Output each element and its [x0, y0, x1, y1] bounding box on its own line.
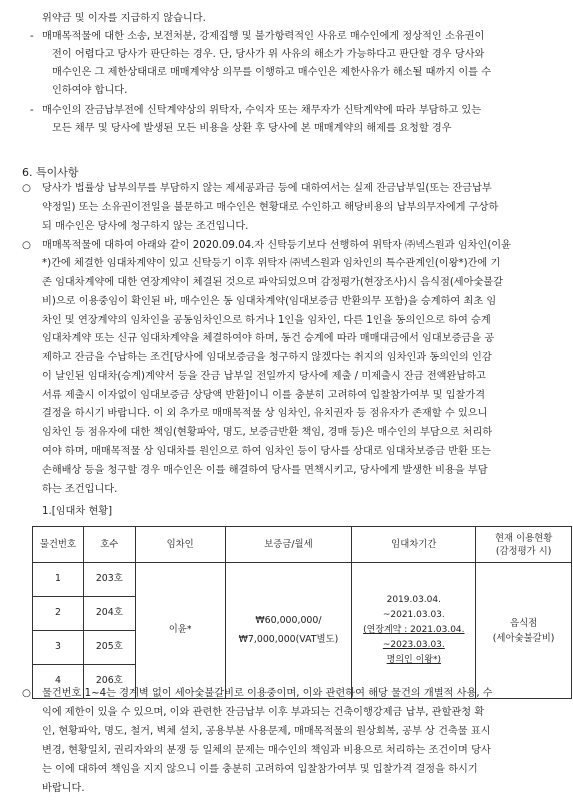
- bullet-line: 제하고 잔금을 수납하는 조건[당사에 임대보증금을 청구하지 않겠다는 취지의 임차인과 동의인의 인감: [42, 352, 492, 363]
- dash-bullet: -: [30, 105, 34, 116]
- intro-line: 모든 채무 및 당사에 발생된 모든 비용을 상환 후 당사에 본 매매계약의 해제를 요청할 경우: [52, 123, 452, 134]
- col-header-usage-line2: (감정평가 시): [495, 545, 552, 557]
- cell-current-usage: [476, 563, 572, 699]
- cell-item-no: 2: [33, 597, 84, 631]
- intro-line: 위약금 및 이자를 지급하지 않습니다.: [42, 13, 206, 24]
- lease-table: [32, 526, 572, 699]
- bullet-line: 임차인 등 점유자에 대한 책임(현황파악, 명도, 보증금반환 책임, 경매 등)은 매수인의 부담으로 처리하: [42, 427, 493, 438]
- bullet-line: 당사가 법률상 납부의무를 부담하지 않는 제세공과금 등에 대하여서는 실제 잔금납부일(또는 잔금납부: [42, 183, 492, 194]
- period-nominee: 명의인 이왕*): [386, 655, 441, 665]
- col-header-current-usage: [476, 527, 572, 563]
- bullet-line: 매매목적물에 대하여 아래와 같이 2020.09.04.자 신탁등기보다 선행하여 위탁자 ㈜넥스원과 임차인(이윤: [42, 240, 511, 251]
- bullet-line: *)간에 체결한 임대차계약이 있고 신탁등기 이후 위탁자 ㈜넥스원과 임차인의 특수관계인(이왕*)간에 기: [42, 258, 501, 269]
- bullet-line: 되 매수인은 당사에 청구하지 않는 조건입니다.: [42, 221, 249, 232]
- intro-line: 인하여야 합니다.: [52, 85, 128, 96]
- period-extension: (연장계약 : 2021.03.04.: [363, 625, 465, 635]
- bullet-line: 이 날인된 임대차(승계)계약서 등을 잔금 납부일 전일까지 당사에 제출 / 미제출시 잔금 전액완납하고: [42, 371, 486, 382]
- cell-tenant: 이윤*: [135, 563, 225, 699]
- usage-type: 음식점: [510, 617, 538, 629]
- bullet-line: 존 임대차계약에 대한 연장계약이 체결된 것으로 파악되었으며 감정평가(현장조사)시 음식점(세아숯불갈: [42, 277, 503, 288]
- cell-item-no: 4: [33, 665, 84, 699]
- cell-item-no: 3: [33, 631, 84, 665]
- bullet-line: 익에 제한이 있을 수 있으며, 이와 관련한 잔금납부 이후 부과되는 건축이행강제금 납부, 관할관청 확: [42, 707, 485, 718]
- circle-bullet-icon: ○: [22, 688, 31, 699]
- col-header-deposit-rent: 보증금/월세: [225, 527, 352, 563]
- col-header-usage-line1: 현재 이용현황: [494, 532, 553, 544]
- bullet-line: 비)으로 이용중임이 확인된 바, 매수인은 동 임대차계약(임대보증금 반환의무 포함)을 승계하여 최초 임: [42, 296, 497, 307]
- bullet-line: 물건번호 1~4는 경계벽 없이 세아숯불갈비로 이용중이며, 이와 관련하여 해당 물건의 개별적 사용, 수: [42, 688, 493, 699]
- table-header-row: [33, 527, 572, 563]
- col-header-item-no: 물건번호: [33, 527, 84, 563]
- cell-unit: 204호: [83, 597, 135, 631]
- deposit-value: ₩60,000,000/: [255, 615, 322, 627]
- bullet-line: 임대차계약 또는 신규 임대차계약을 체결하여야 하며, 동건 승계에 따라 매매대금에서 임대보증금을 공: [42, 333, 495, 344]
- period-start: 2019.03.04.: [386, 595, 441, 605]
- col-header-lease-period: 임대차기간: [352, 527, 476, 563]
- bullet-line: 차인 및 연장계약의 임차인을 공동임차인으로 하거나 1인을 임차인, 다른 1인을 동의인으로 하여 승계: [42, 315, 491, 326]
- cell-deposit-rent: [225, 563, 352, 699]
- bullet-line: 결정을 하시기 바랍니다. 이 외 추가로 매매목적물 상 임차인, 유치권자 등 점유자가 존재할 수 있으니: [42, 408, 488, 419]
- cell-unit: 203호: [83, 563, 135, 597]
- cell-item-no: 1: [33, 563, 84, 597]
- bullet-line: 손해배상 등을 청구할 경우 매수인은 이를 해결하여 당사를 면책시키고, 당사에게 발생한 비용을 부담: [42, 465, 488, 476]
- cell-lease-period: [352, 563, 476, 699]
- usage-business-name: (세아숯불갈비): [492, 632, 555, 644]
- intro-line: 매매목적물에 대한 소송, 보전처분, 강제집행 및 불가항력적인 사유로 매수인에게 정상적인 소유권이: [42, 31, 485, 42]
- dash-bullet: -: [30, 31, 34, 42]
- intro-line: 매수인의 잔금납부전에 신탁계약상의 위탁자, 수익자 또는 채무자가 신탁계약에 따라 부담하고 있는: [42, 105, 482, 116]
- col-header-unit: 호수: [83, 527, 135, 563]
- bullet-line: 변경, 현황일치, 권리자와의 분쟁 등 일체의 문제는 매수인의 책임과 비용으로 처리하는 조건이며 당사: [42, 745, 491, 756]
- bullet-line: 약정일) 또는 소유권이전일을 불문하고 매수인은 현황대로 수인하고 해당비용의 납부의무자에게 구상하: [42, 202, 499, 213]
- intro-line: 전이 어렵다고 당사가 판단하는 경우. 단, 당사가 위 사유의 해소가 가능하다고 판단할 경우 당사와: [52, 49, 485, 60]
- table-row: [33, 563, 572, 597]
- bullet-line: 여야 하며, 매매목적물 상 임대차를 원인으로 하여 임차인 등이 당사를 상대로 임대차보증금 반환 또는: [42, 446, 491, 457]
- circle-bullet-icon: ○: [22, 183, 31, 194]
- cell-unit: 205호: [83, 631, 135, 665]
- period-extension-end: ~2023.03.03.: [382, 640, 445, 650]
- period-end: ~2021.03.03.: [382, 610, 445, 620]
- rent-value: ₩7,000,000(VAT별도): [238, 633, 339, 645]
- intro-line: 매수인은 그 제한상태대로 매매계약상 의무를 이행하고 매수인은 제한사유가 해소될 때까지 이를 수: [52, 67, 492, 78]
- circle-bullet-icon: ○: [22, 240, 31, 251]
- section-title: 6. 특이사항: [22, 166, 79, 179]
- bullet-line: 바랍니다.: [42, 783, 85, 794]
- bullet-line: 인, 현황파악, 명도, 철거, 벽체 설치, 공용부분 사용문제, 매매목적물의 원상회복, 공부 상 건축물 표시: [42, 726, 491, 737]
- bullet-line: 서류 제출시 이자없이 임대보증금 상당액 반환]이니 이를 충분히 고려하여 입찰참가여부 및 입찰가격: [42, 390, 486, 401]
- table-caption: 1.[임대차 현황]: [42, 506, 113, 517]
- cell-unit: 206호: [83, 665, 135, 699]
- bullet-line: 하는 조건입니다.: [42, 484, 118, 495]
- col-header-tenant: 임차인: [135, 527, 225, 563]
- bullet-line: 는 이에 대하여 책임을 지지 않으니 이를 충분히 고려하여 입찰참가여부 및 입찰가격 결정을 하시기: [42, 764, 478, 775]
